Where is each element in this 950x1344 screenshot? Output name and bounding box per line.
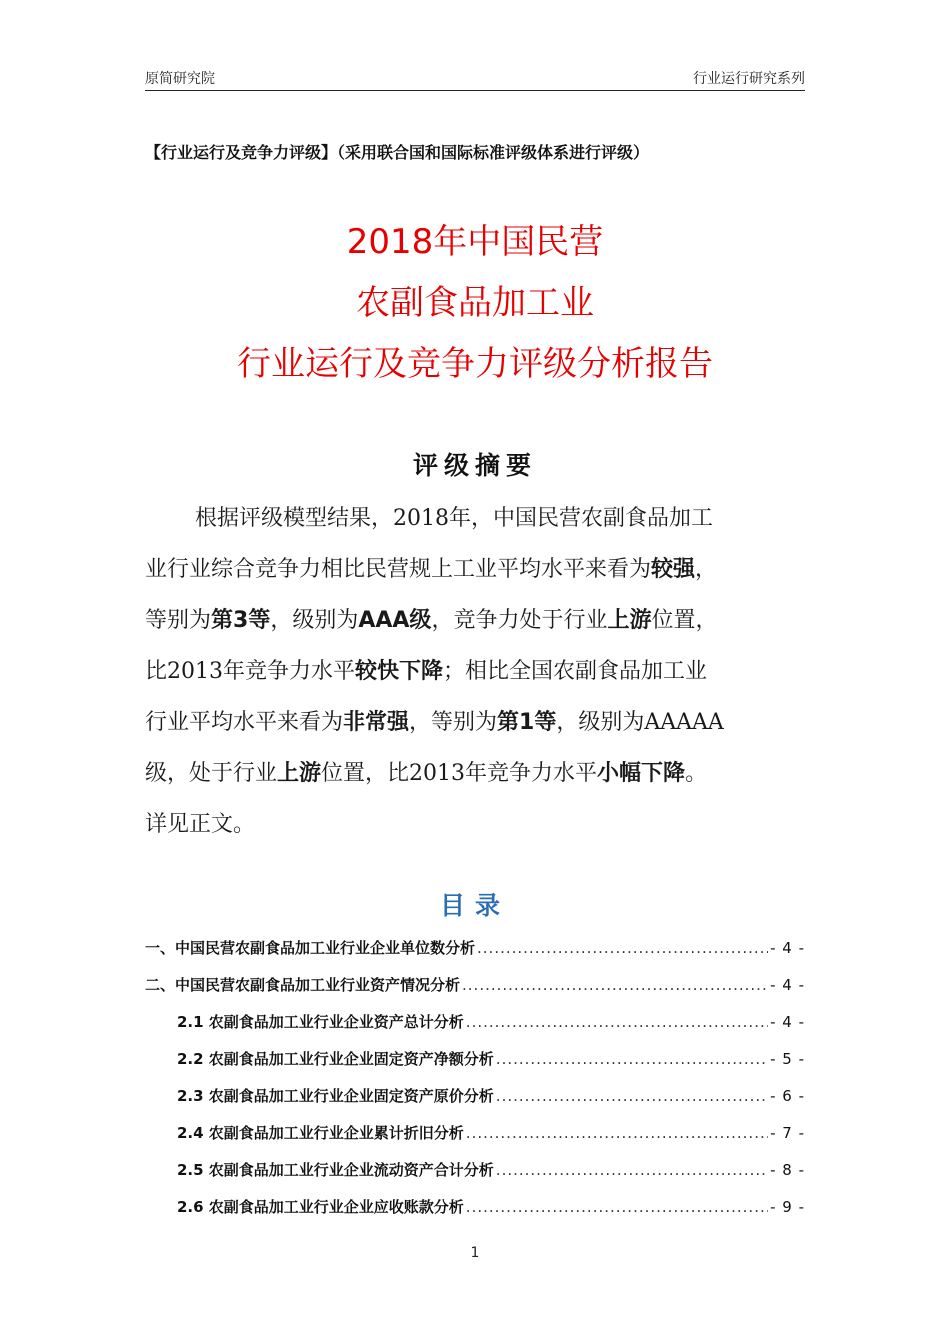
toc-leader-dots	[462, 976, 768, 994]
toc-item-page: - 6 -	[770, 1087, 805, 1105]
toc-item-label: 2.3 农副食品加工业行业企业固定资产原价分析	[177, 1087, 494, 1105]
abstract-text: 详见正文。	[145, 812, 256, 837]
header-org-name: 原简研究院	[145, 71, 215, 87]
toc-leader-dots	[466, 1124, 768, 1142]
header-series-name: 行业运行研究系列	[693, 71, 805, 87]
toc-heading: 目录	[439, 891, 510, 920]
report-title-line-2: 农副食品加工业	[356, 283, 594, 323]
toc-item[interactable]	[145, 1048, 805, 1070]
abstract-heading: 评级摘要	[412, 451, 537, 480]
report-title-line-1: 2018年中国民营	[346, 222, 604, 262]
abstract-text: ，级别为	[270, 608, 359, 633]
toc-item-label: 2.5 农副食品加工业行业企业流动资产合计分析	[177, 1161, 494, 1179]
toc-item[interactable]	[145, 1085, 805, 1107]
page-header	[145, 66, 805, 91]
abstract-text: 级	[145, 761, 168, 786]
abstract-emphasis: 小幅下降	[597, 761, 686, 786]
abstract-text: ，等别为	[409, 710, 498, 735]
abstract-emphasis: 较快下降	[355, 659, 444, 684]
abstract-text: 。	[685, 761, 708, 786]
toc-item[interactable]	[145, 1159, 805, 1181]
toc-leader-dots	[496, 1161, 768, 1179]
abstract-emphasis: 第1等	[497, 710, 557, 735]
toc-leader-dots	[477, 939, 768, 957]
abstract-emphasis: 上游	[607, 608, 652, 633]
abstract-text: 行业平均水平来看为	[145, 710, 344, 735]
abstract-text: ，级别为AAAAA	[556, 710, 724, 735]
abstract-emphasis: 上游	[277, 761, 322, 786]
abstract-text: 比2013年竞争力水平	[145, 659, 355, 684]
abstract-emphasis: 非常强	[343, 710, 410, 735]
abstract-text: ，处于行业	[167, 761, 278, 786]
abstract-line	[145, 493, 825, 544]
abstract-paragraph	[145, 493, 825, 850]
toc-item[interactable]	[145, 1122, 805, 1144]
toc-item-label: 2.4 农副食品加工业行业企业累计折旧分析	[177, 1124, 464, 1142]
toc-item-label: 一、中国民营农副食品加工业行业企业单位数分析	[145, 939, 476, 957]
abstract-line	[145, 646, 825, 697]
abstract-line	[145, 697, 825, 748]
toc-item[interactable]	[145, 1196, 805, 1218]
abstract-text: 等别为	[145, 608, 212, 633]
abstract-text: 根据评级模型结果，2018年，中国民营农副食品加工	[195, 506, 713, 531]
toc-item-label: 2.6 农副食品加工业行业企业应收账款分析	[177, 1198, 464, 1216]
toc-item-page: - 4 -	[770, 1013, 805, 1031]
toc-item[interactable]	[145, 937, 805, 959]
abstract-line	[145, 544, 825, 595]
page-number: 1	[470, 1245, 480, 1261]
rating-line: 【行业运行及竞争力评级】（采用联合国和国际标准评级体系进行评级）	[145, 143, 650, 162]
abstract-emphasis: AAA级	[358, 608, 432, 633]
abstract-emphasis: 第3等	[211, 608, 271, 633]
toc-item-page: - 5 -	[770, 1050, 805, 1068]
abstract-text: 位置，比2013年竞争力水平	[321, 761, 598, 786]
toc-item-page: - 8 -	[770, 1161, 805, 1179]
abstract-line	[145, 595, 825, 646]
toc-leader-dots	[496, 1050, 768, 1068]
toc-item-label: 2.1 农副食品加工业行业企业资产总计分析	[177, 1013, 464, 1031]
toc-leader-dots	[496, 1087, 768, 1105]
toc-leader-dots	[466, 1013, 768, 1031]
report-title-line-3: 行业运行及竞争力评级分析报告	[237, 344, 713, 384]
toc-item[interactable]	[145, 974, 805, 996]
abstract-text: ；相比全国农副食品加工业	[443, 659, 708, 684]
toc-item-label: 二、中国民营农副食品加工业行业资产情况分析	[145, 976, 461, 994]
toc-item-page: - 7 -	[770, 1124, 805, 1142]
abstract-text: 业行业综合竞争力相比民营规上工业平均水平来看为	[145, 557, 652, 582]
toc-leader-dots	[466, 1198, 768, 1216]
abstract-line	[145, 748, 825, 799]
toc-item[interactable]	[145, 1011, 805, 1033]
toc-item-page: - 9 -	[770, 1198, 805, 1216]
abstract-text: 位置，	[651, 608, 718, 633]
abstract-text: ，	[695, 557, 718, 582]
toc-item-label: 2.2 农副食品加工业行业企业固定资产净额分析	[177, 1050, 494, 1068]
abstract-emphasis: 较强	[651, 557, 696, 582]
toc-item-page: - 4 -	[770, 976, 805, 994]
abstract-text: ，竞争力处于行业	[431, 608, 608, 633]
toc-item-page: - 4 -	[770, 939, 805, 957]
abstract-line	[145, 799, 825, 850]
